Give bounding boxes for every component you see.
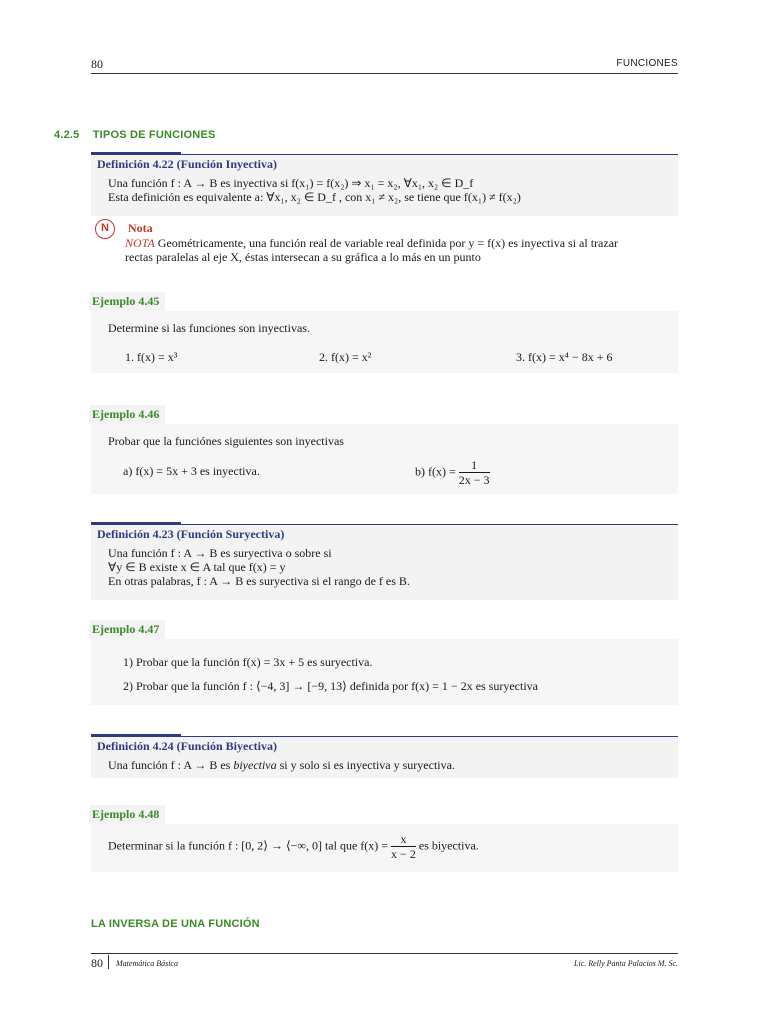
definition-label: Definición 4.24 (97, 739, 174, 753)
example-4-48-box (91, 824, 678, 872)
fraction (459, 458, 490, 487)
footer-page-number: 80 (91, 956, 103, 970)
example-4-48-label: Ejemplo 4.48 (89, 805, 165, 824)
example-4-46-item-a: a) f(x) = 5x + 3 es inyectiva. (123, 464, 260, 478)
section-title-text: TIPOS DE FUNCIONES (92, 129, 216, 141)
definition-4-22-line-2: Esta definición es equivalente a: ∀x₁, x₂ ∈ D_f , con x₁ ≠ x₂, se tiene que f(x₁) ≠ f(x₂) (108, 190, 521, 204)
example-4-47-label: Ejemplo 4.47 (89, 620, 165, 639)
definition-4-23-line-2: ∀y ∈ B existe x ∈ A tal que f(x) = y (108, 560, 286, 574)
emphasis-biyectiva: biyectiva (233, 758, 277, 772)
note-tag: NOTA (125, 236, 155, 250)
definition-name: (Función Biyectiva) (176, 739, 277, 753)
header-chapter-title: FUNCIONES (616, 58, 678, 69)
example-4-45-item-2: 2. f(x) = x² (319, 350, 372, 364)
definition-4-24-title (97, 739, 277, 754)
fraction (391, 832, 416, 861)
footer-separator (108, 955, 109, 969)
example-4-48-statement (108, 832, 479, 861)
example-4-46-box (91, 424, 678, 494)
header-rule (91, 73, 678, 74)
note-icon: N (95, 219, 115, 239)
note-line-1-text: Geométricamente, una función real de variable real definida por y = f(x) es inyectiva si al trazar (154, 236, 619, 250)
example-4-45-label: Ejemplo 4.45 (89, 292, 165, 311)
fraction-denominator: x − 2 (391, 847, 416, 861)
definition-label: Definición 4.22 (97, 157, 174, 171)
example-4-46-item-b-prefix: b) f(x) = (415, 464, 456, 479)
example-4-45-intro: Determine si las funciones son inyectivas. (108, 321, 310, 335)
definition-4-23-line-3: En otras palabras, f : A → B es suryectiva si el rango de f es B. (108, 574, 410, 588)
definition-4-23-line-1: Una función f : A → B es suryectiva o sobre si (108, 546, 332, 560)
example-4-45-box (91, 311, 678, 373)
definition-4-22-line-1: Una función f : A → B es inyectiva si f(x₁) = f(x₂) ⇒ x₁ = x₂, ∀x₁, x₂ ∈ D_f (108, 176, 474, 190)
definition-4-22-box (91, 154, 678, 216)
definition-label: Definición 4.23 (97, 527, 174, 541)
example-4-47-box (91, 639, 678, 705)
header-page-number: 80 (91, 57, 103, 71)
definition-4-23-box (91, 524, 678, 600)
footer-author: Lic. Relly Panta Palacios M. Sc. (574, 959, 678, 968)
note-line-2: rectas paralelas al eje X, éstas intersecan a su gráfica a lo más en un punto (125, 250, 481, 264)
subsection-title: LA INVERSA DE UNA FUNCIÓN (91, 918, 260, 930)
example-4-48-suffix: es biyectiva. (418, 838, 479, 853)
definition-4-24-line-1: Una función f : A → B es biyectiva si y solo si es inyectiva y suryectiva. (108, 758, 455, 772)
fraction-denominator: 2x − 3 (458, 473, 490, 487)
example-4-48-prefix: Determinar si la función f : [0, 2⟩ → ⟨−∞, 0] tal que f(x) = (108, 838, 389, 853)
definition-name: (Función Suryectiva) (176, 527, 285, 541)
fraction-numerator: 1 (459, 458, 490, 473)
example-4-47-item-1: 1) Probar que la función f(x) = 3x + 5 es suryectiva. (123, 655, 373, 669)
footer-rule (91, 953, 678, 954)
definition-name: (Función Inyectiva) (176, 157, 278, 171)
example-4-46-intro: Probar que la funciónes siguientes son inyectivas (108, 434, 344, 448)
example-4-45-item-1: 1. f(x) = x³ (125, 350, 178, 364)
definition-4-23-title (97, 527, 284, 542)
example-4-45-item-3: 3. f(x) = x⁴ − 8x + 6 (516, 350, 613, 364)
section-title (54, 129, 216, 141)
section-number: 4.2.5 (54, 129, 80, 141)
example-4-46-label: Ejemplo 4.46 (89, 405, 165, 424)
example-4-46-item-b (415, 458, 490, 487)
example-4-47-item-2: 2) Probar que la función f : ⟨−4, 3] → [−9, 13⟩ definida por f(x) = 1 − 2x es suryectiva (123, 679, 538, 693)
note-title: Nota (128, 221, 153, 235)
note-line-1 (125, 236, 618, 251)
definition-4-22-title (97, 157, 277, 172)
definition-4-24-box (91, 736, 678, 778)
fraction-numerator: x (391, 832, 416, 847)
footer-book-title: Matemática Básica (116, 959, 178, 968)
